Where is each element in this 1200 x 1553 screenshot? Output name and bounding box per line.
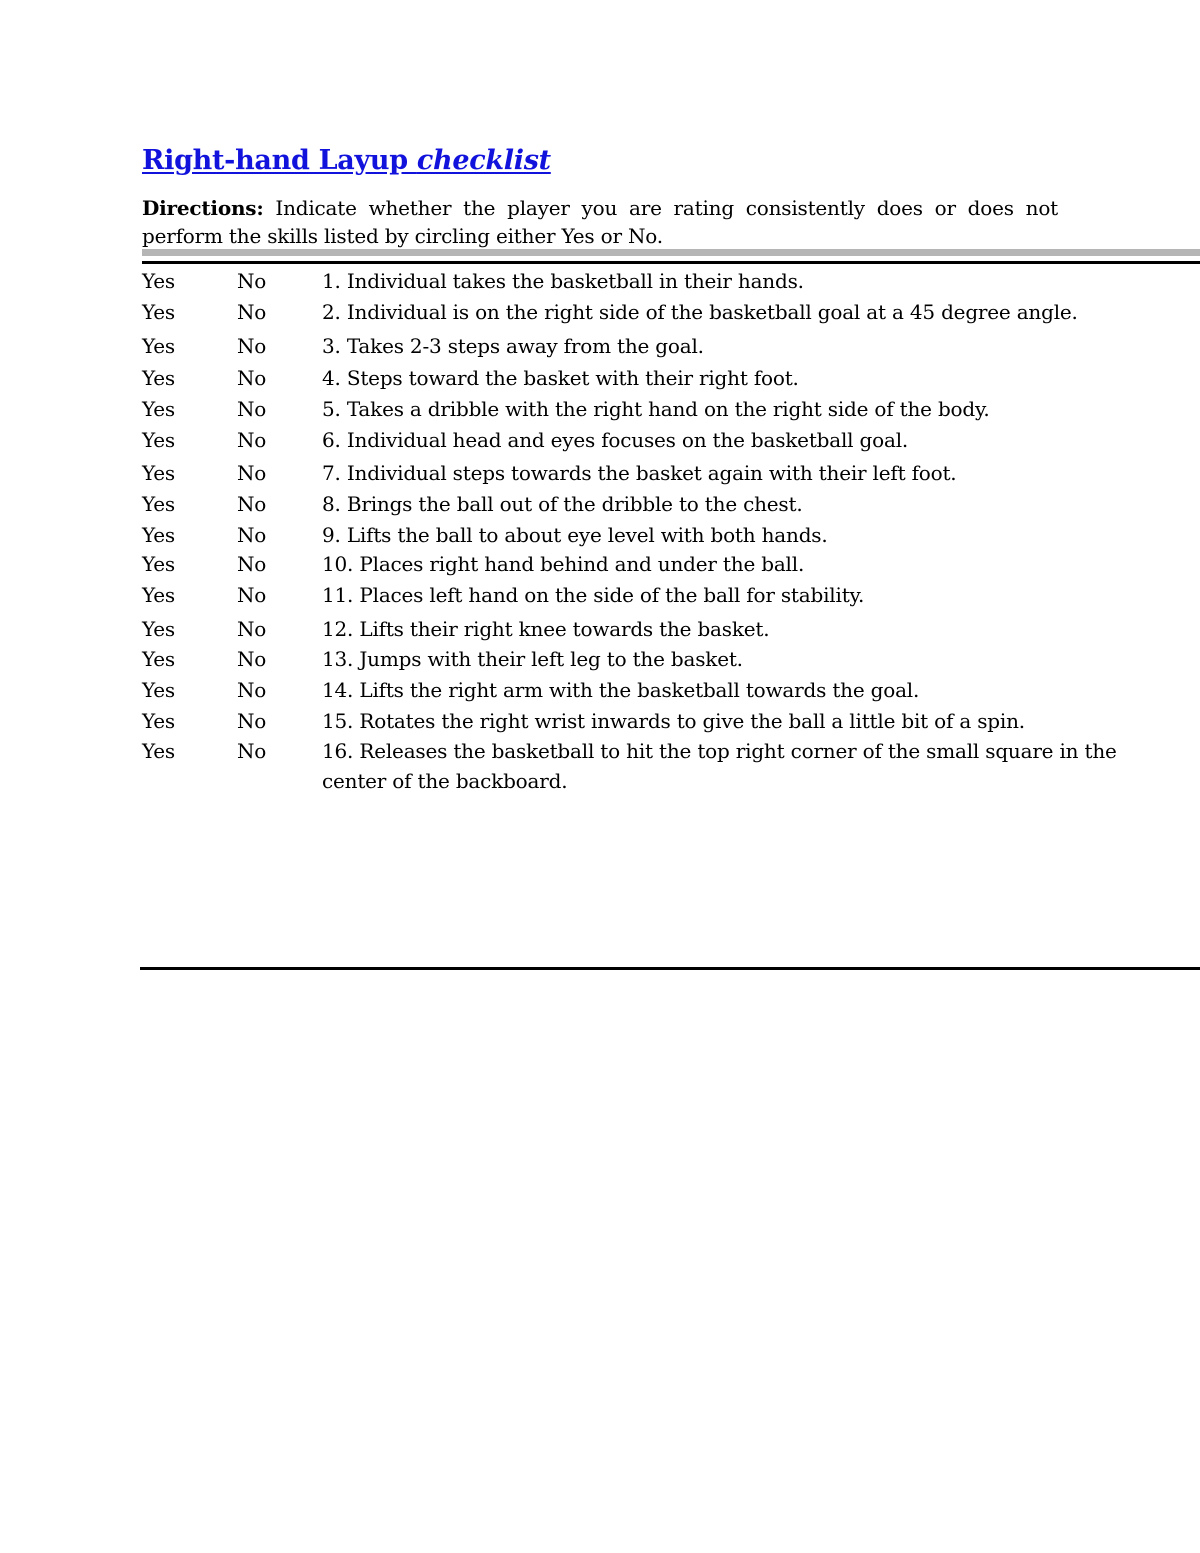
yes-option[interactable]: Yes	[142, 300, 175, 324]
yes-option[interactable]: Yes	[142, 617, 175, 641]
checklist-item-text: 10. Places right hand behind and under the ball.	[322, 552, 805, 576]
header-divider-gray	[142, 249, 1200, 256]
directions-label: Directions:	[142, 196, 264, 220]
checklist-item-text: 9. Lifts the ball to about eye level with both hands.	[322, 523, 828, 547]
yes-option[interactable]: Yes	[142, 552, 175, 576]
checklist-item-text: 1. Individual takes the basketball in their hands.	[322, 269, 804, 293]
yes-option[interactable]: Yes	[142, 334, 175, 358]
yes-option[interactable]: Yes	[142, 492, 175, 516]
title-main: Right-hand Layup	[142, 145, 417, 176]
no-option[interactable]: No	[237, 269, 267, 293]
footer-divider	[140, 967, 1200, 970]
yes-option[interactable]: Yes	[142, 647, 175, 671]
no-option[interactable]: No	[237, 739, 267, 763]
checklist-item-text: 16. Releases the basketball to hit the top right corner of the small square in the center of the backboard.	[322, 739, 1117, 793]
checklist-item-text: 7. Individual steps towards the basket again with their left foot.	[322, 461, 957, 485]
no-option[interactable]: No	[237, 552, 267, 576]
title-italic: checklist	[416, 145, 551, 176]
header-divider-black	[142, 261, 1200, 264]
no-option[interactable]: No	[237, 397, 267, 421]
no-option[interactable]: No	[237, 461, 267, 485]
yes-option[interactable]: Yes	[142, 269, 175, 293]
directions-text: Indicate whether the player you are rating consistently does or does not perform the skills listed by circling either Yes or No.	[142, 196, 1058, 248]
directions-paragraph	[142, 194, 1058, 250]
no-option[interactable]: No	[237, 583, 267, 607]
no-option[interactable]: No	[237, 709, 267, 733]
checklist-item-text: 8. Brings the ball out of the dribble to the chest.	[322, 492, 803, 516]
checklist-item-text: 2. Individual is on the right side of the basketball goal at a 45 degree angle.	[322, 300, 1078, 324]
yes-option[interactable]: Yes	[142, 709, 175, 733]
checklist-item-text: 3. Takes 2-3 steps away from the goal.	[322, 334, 704, 358]
yes-option[interactable]: Yes	[142, 461, 175, 485]
no-option[interactable]: No	[237, 300, 267, 324]
checklist-item-text: 14. Lifts the right arm with the basketball towards the goal.	[322, 678, 920, 702]
yes-option[interactable]: Yes	[142, 678, 175, 702]
no-option[interactable]: No	[237, 647, 267, 671]
no-option[interactable]: No	[237, 428, 267, 452]
yes-option[interactable]: Yes	[142, 523, 175, 547]
no-option[interactable]: No	[237, 678, 267, 702]
no-option[interactable]: No	[237, 366, 267, 390]
yes-option[interactable]: Yes	[142, 739, 175, 763]
checklist-item-text: 6. Individual head and eyes focuses on the basketball goal.	[322, 428, 909, 452]
no-option[interactable]: No	[237, 523, 267, 547]
yes-option[interactable]: Yes	[142, 397, 175, 421]
yes-option[interactable]: Yes	[142, 428, 175, 452]
checklist-item-text: 4. Steps toward the basket with their right foot.	[322, 366, 799, 390]
no-option[interactable]: No	[237, 334, 267, 358]
yes-option[interactable]: Yes	[142, 583, 175, 607]
checklist-item-text: 5. Takes a dribble with the right hand on the right side of the body.	[322, 397, 990, 421]
checklist-item-text: 15. Rotates the right wrist inwards to give the ball a little bit of a spin.	[322, 709, 1025, 733]
checklist-item-text: 13. Jumps with their left leg to the basket.	[322, 647, 743, 671]
yes-option[interactable]: Yes	[142, 366, 175, 390]
checklist-item-text: 11. Places left hand on the side of the ball for stability.	[322, 583, 865, 607]
checklist-item-text: 12. Lifts their right knee towards the basket.	[322, 617, 770, 641]
no-option[interactable]: No	[237, 617, 267, 641]
page-title	[142, 145, 551, 176]
no-option[interactable]: No	[237, 492, 267, 516]
